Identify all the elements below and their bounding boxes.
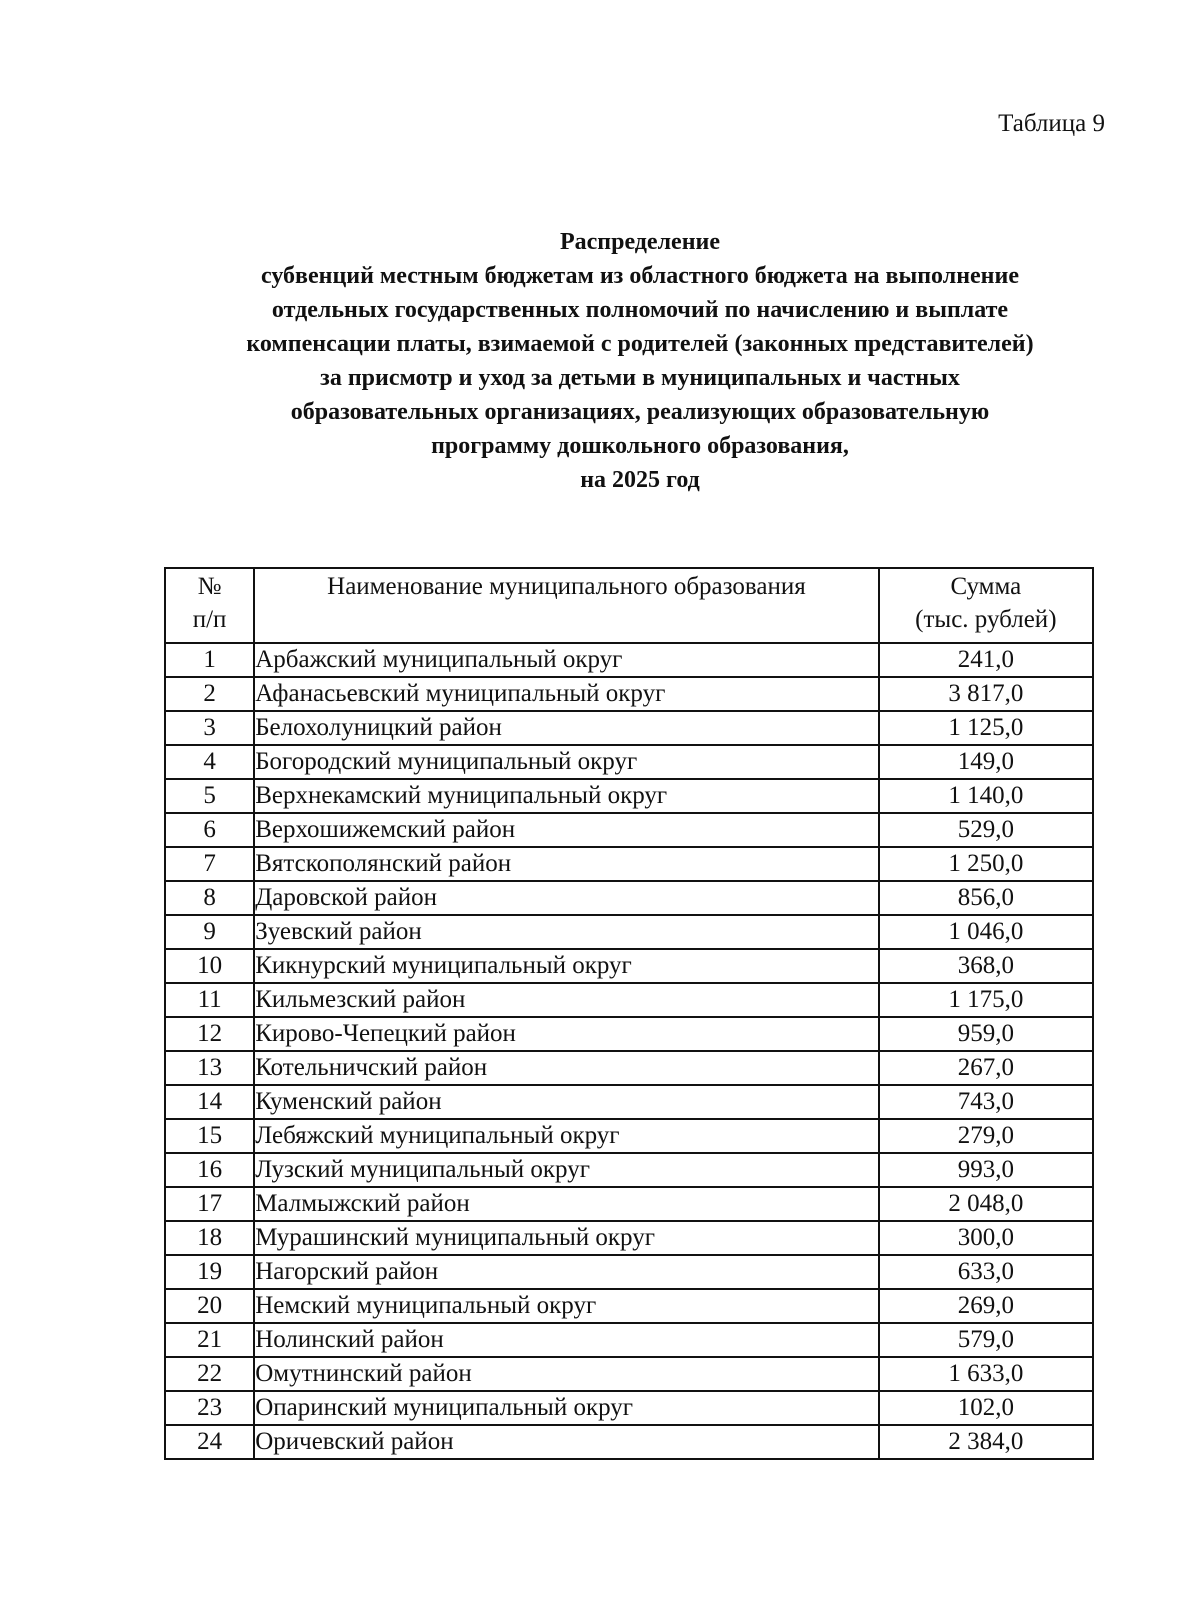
row-sum: 959,0 xyxy=(879,1017,1093,1051)
table-row xyxy=(165,915,1093,949)
row-number: 2 xyxy=(165,677,254,711)
row-sum: 529,0 xyxy=(879,813,1093,847)
row-number: 24 xyxy=(165,1425,254,1459)
row-municipality-name: Лузский муниципальный округ xyxy=(254,1153,878,1187)
header-number-line2: п/п xyxy=(192,606,227,633)
document-title xyxy=(160,225,1120,497)
row-municipality-name: Богородский муниципальный округ xyxy=(254,745,878,779)
header-sum-line1: Сумма xyxy=(950,573,1022,600)
row-number: 17 xyxy=(165,1187,254,1221)
table-row xyxy=(165,677,1093,711)
row-sum: 1 140,0 xyxy=(879,779,1093,813)
row-municipality-name: Верхнекамский муниципальный округ xyxy=(254,779,878,813)
row-municipality-name: Даровской район xyxy=(254,881,878,915)
row-number: 6 xyxy=(165,813,254,847)
header-sum xyxy=(879,568,1093,643)
table-row xyxy=(165,813,1093,847)
row-municipality-name: Вятскополянский район xyxy=(254,847,878,881)
row-municipality-name: Омутнинский район xyxy=(254,1357,878,1391)
row-number: 22 xyxy=(165,1357,254,1391)
table-row xyxy=(165,1323,1093,1357)
row-sum: 300,0 xyxy=(879,1221,1093,1255)
row-number: 8 xyxy=(165,881,254,915)
row-municipality-name: Кирово-Чепецкий район xyxy=(254,1017,878,1051)
row-number: 10 xyxy=(165,949,254,983)
row-municipality-name: Опаринский муниципальный округ xyxy=(254,1391,878,1425)
row-sum: 2 048,0 xyxy=(879,1187,1093,1221)
row-sum: 241,0 xyxy=(879,643,1093,677)
row-sum: 1 250,0 xyxy=(879,847,1093,881)
title-line: программу дошкольного образования, xyxy=(431,433,849,459)
table-row xyxy=(165,1051,1093,1085)
row-number: 13 xyxy=(165,1051,254,1085)
table-row xyxy=(165,1119,1093,1153)
table-row xyxy=(165,949,1093,983)
row-sum: 993,0 xyxy=(879,1153,1093,1187)
table-row xyxy=(165,711,1093,745)
row-municipality-name: Нолинский район xyxy=(254,1323,878,1357)
title-line: образовательных организациях, реализующих образовательную xyxy=(290,399,990,425)
title-line: компенсации платы, взимаемой с родителей (законных представителей) xyxy=(246,331,1034,357)
table-row xyxy=(165,779,1093,813)
row-municipality-name: Белохолуницкий район xyxy=(254,711,878,745)
table-row xyxy=(165,1153,1093,1187)
row-number: 23 xyxy=(165,1391,254,1425)
row-municipality-name: Куменский район xyxy=(254,1085,878,1119)
table-row xyxy=(165,1289,1093,1323)
row-sum: 269,0 xyxy=(879,1289,1093,1323)
row-sum: 102,0 xyxy=(879,1391,1093,1425)
header-name: Наименование муниципального образования xyxy=(254,568,878,643)
title-line: за присмотр и уход за детьми в муниципальных и частных xyxy=(320,365,960,391)
row-municipality-name: Малмыжский район xyxy=(254,1187,878,1221)
table-header-row xyxy=(165,568,1093,643)
row-sum: 368,0 xyxy=(879,949,1093,983)
row-sum: 267,0 xyxy=(879,1051,1093,1085)
table-number-label: Таблица 9 xyxy=(998,110,1105,137)
table-body xyxy=(165,643,1093,1459)
table-row xyxy=(165,643,1093,677)
row-municipality-name: Кильмезский район xyxy=(254,983,878,1017)
row-number: 12 xyxy=(165,1017,254,1051)
row-number: 9 xyxy=(165,915,254,949)
row-number: 19 xyxy=(165,1255,254,1289)
row-sum: 1 175,0 xyxy=(879,983,1093,1017)
header-number xyxy=(165,568,254,643)
table-row xyxy=(165,1187,1093,1221)
row-sum: 633,0 xyxy=(879,1255,1093,1289)
table-row xyxy=(165,847,1093,881)
table-row xyxy=(165,745,1093,779)
header-number-line1: № xyxy=(197,573,222,600)
row-municipality-name: Афанасьевский муниципальный округ xyxy=(254,677,878,711)
title-line: отдельных государственных полномочий по начислению и выплате xyxy=(271,297,1009,323)
row-number: 15 xyxy=(165,1119,254,1153)
table-row xyxy=(165,1017,1093,1051)
row-sum: 2 384,0 xyxy=(879,1425,1093,1459)
row-sum: 743,0 xyxy=(879,1085,1093,1119)
table-row xyxy=(165,1255,1093,1289)
row-number: 14 xyxy=(165,1085,254,1119)
row-number: 11 xyxy=(165,983,254,1017)
row-number: 18 xyxy=(165,1221,254,1255)
table-row xyxy=(165,881,1093,915)
row-sum: 1 046,0 xyxy=(879,915,1093,949)
table-row xyxy=(165,1391,1093,1425)
subsidy-table xyxy=(164,567,1094,1460)
header-sum-line2: (тыс. рублей) xyxy=(915,606,1057,633)
table-row xyxy=(165,1221,1093,1255)
row-municipality-name: Лебяжский муниципальный округ xyxy=(254,1119,878,1153)
row-municipality-name: Кикнурский муниципальный округ xyxy=(254,949,878,983)
table-row xyxy=(165,1425,1093,1459)
row-sum: 149,0 xyxy=(879,745,1093,779)
row-municipality-name: Немский муниципальный округ xyxy=(254,1289,878,1323)
row-municipality-name: Котельничский район xyxy=(254,1051,878,1085)
row-number: 20 xyxy=(165,1289,254,1323)
row-number: 1 xyxy=(165,643,254,677)
title-line: Распределение xyxy=(559,229,721,255)
row-municipality-name: Мурашинский муниципальный округ xyxy=(254,1221,878,1255)
row-municipality-name: Нагорский район xyxy=(254,1255,878,1289)
row-sum: 579,0 xyxy=(879,1323,1093,1357)
row-municipality-name: Верхошижемский район xyxy=(254,813,878,847)
table-row xyxy=(165,1357,1093,1391)
row-sum: 856,0 xyxy=(879,881,1093,915)
title-line: на 2025 год xyxy=(580,467,700,493)
table-row xyxy=(165,1085,1093,1119)
row-number: 5 xyxy=(165,779,254,813)
row-sum: 1 633,0 xyxy=(879,1357,1093,1391)
table-row xyxy=(165,983,1093,1017)
row-sum: 3 817,0 xyxy=(879,677,1093,711)
title-line: субвенций местным бюджетам из областного бюджета на выполнение xyxy=(260,263,1019,289)
row-sum: 279,0 xyxy=(879,1119,1093,1153)
row-municipality-name: Оричевский район xyxy=(254,1425,878,1459)
row-number: 4 xyxy=(165,745,254,779)
row-sum: 1 125,0 xyxy=(879,711,1093,745)
row-municipality-name: Арбажский муниципальный округ xyxy=(254,643,878,677)
row-municipality-name: Зуевский район xyxy=(254,915,878,949)
row-number: 21 xyxy=(165,1323,254,1357)
row-number: 3 xyxy=(165,711,254,745)
row-number: 7 xyxy=(165,847,254,881)
row-number: 16 xyxy=(165,1153,254,1187)
